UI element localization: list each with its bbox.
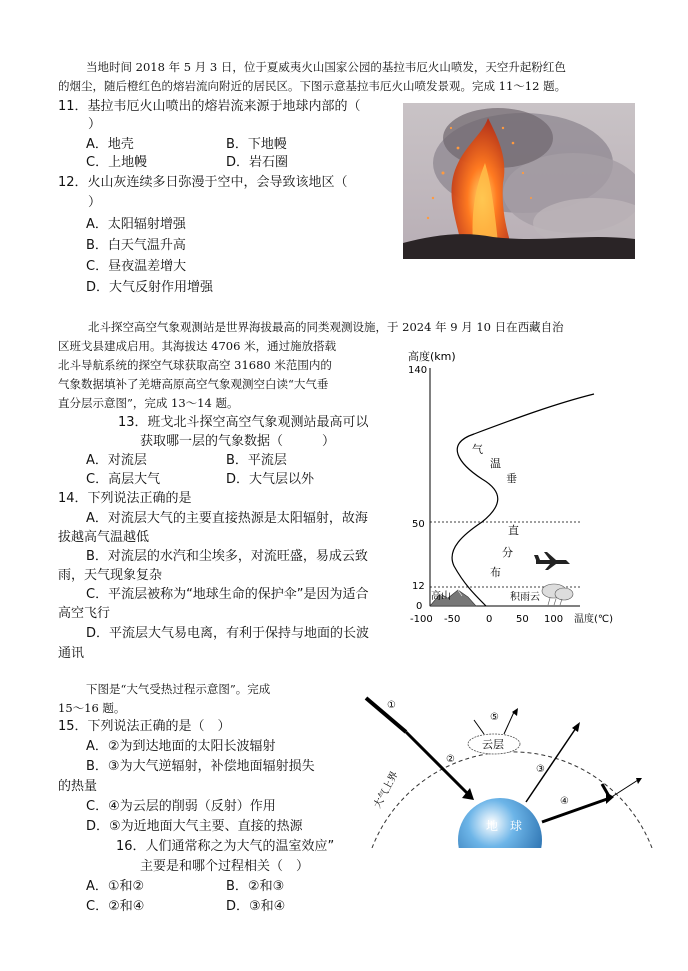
intro-line: 区班戈县建成启用。其海拔达 4706 米，通过施放搭载 <box>58 339 337 353</box>
q13-option-a[interactable]: A．对流层 <box>86 453 147 468</box>
volcano-eruption-photo <box>403 103 635 259</box>
q15-option-b[interactable]: B．③为大气逆辐射，补偿地面辐射损失 <box>86 759 315 774</box>
x-axis-label: 温度(℃) <box>574 614 614 625</box>
q15-option-d[interactable]: D．⑤为近地面大气主要、直接的热源 <box>86 819 303 834</box>
intro-heat-process <box>58 680 270 718</box>
atmosphere-top-label: 大气上界 <box>372 769 401 811</box>
q15-stem: 15．下列说法正确的是（ ） <box>58 719 231 734</box>
q12-option-a[interactable]: A．太阳辐射增强 <box>86 217 186 232</box>
label-3: ③ <box>536 764 545 775</box>
intro-line: 下图是“大气受热过程示意图”。完成 <box>86 682 271 696</box>
y-tick-50: 50 <box>412 519 425 530</box>
y-tick-140: 140 <box>408 365 428 376</box>
atmospheric-heating-diagram <box>362 690 662 848</box>
q11-option-a[interactable]: A．地壳 <box>86 137 134 152</box>
q14-option-b-cont: 雨，天气现象复杂 <box>58 568 163 583</box>
q13-stem-end: 获取哪一层的气象数据（ ） <box>140 434 336 449</box>
q11-option-d[interactable]: D．岩石圈 <box>226 155 289 170</box>
q15-option-b-cont: 的热量 <box>58 779 98 794</box>
q13-option-c[interactable]: C．高层大气 <box>86 472 161 487</box>
q12-stem-end: ） <box>88 195 102 210</box>
label-1: ① <box>387 700 396 711</box>
x-tick-neg50: -50 <box>444 614 461 625</box>
intro-line: 直分层示意图”，完成 13～14 题。 <box>58 396 239 410</box>
label-2: ② <box>446 754 455 765</box>
q11-stem: 11．基拉韦厄火山喷出的熔岩流来源于地球内部的（ <box>58 99 361 114</box>
intro-kilauea <box>58 58 658 96</box>
q14-option-b[interactable]: B．对流层的水汽和尘埃多，对流旺盛，易成云致 <box>86 549 368 564</box>
q14-stem: 14．下列说法正确的是 <box>58 491 192 506</box>
q16-option-c[interactable]: C．②和④ <box>86 899 145 914</box>
q14-option-d-cont: 通讯 <box>58 646 85 661</box>
intro-line: 北斗导航系统的探空气球获取高空 31680 米范围内的 <box>58 358 332 372</box>
y-axis-label: 高度(km) <box>408 350 456 363</box>
intro-line: 气象数据填补了羌塘高原高空气象观测空白读“大气垂 <box>58 377 329 391</box>
q16-option-a[interactable]: A．①和② <box>86 879 145 894</box>
cumulonimbus-cloud-icon <box>542 584 573 605</box>
q15-option-a[interactable]: A．②为到达地面的太阳长波辐射 <box>86 739 276 754</box>
curve-label-char: 直 <box>508 524 519 537</box>
atmosphere-vertical-profile-chart <box>404 344 654 630</box>
q11-option-c[interactable]: C．上地幔 <box>86 155 148 170</box>
q11-stem-end: ） <box>88 117 102 132</box>
q14-option-c[interactable]: C．平流层被称为“地球生命的保护伞”是因为适合 <box>86 587 369 602</box>
temperature-curve <box>452 394 594 606</box>
q12-option-c[interactable]: C．昼夜温差增大 <box>86 259 187 274</box>
q12-stem: 12．火山灰连续多日弥漫于空中，会导致该地区（ <box>58 175 348 190</box>
q13-stem: 13．班戈北斗探空高空气象观测站最高可以 <box>118 415 369 430</box>
curve-label-char: 气 <box>472 443 483 456</box>
q16-option-d[interactable]: D．③和④ <box>226 899 286 914</box>
intro-line: 当地时间 2018 年 5 月 3 日，位于夏威夷火山国家公园的基拉韦厄火山喷发，天空升起粉红色 <box>86 60 566 74</box>
q14-option-a-cont: 拔越高气温越低 <box>58 530 150 545</box>
q14-option-c-cont: 高空飞行 <box>58 606 111 621</box>
y-tick-0: 0 <box>416 601 423 612</box>
q16-option-b[interactable]: B．②和③ <box>226 879 285 894</box>
q12-option-b[interactable]: B．白天气温升高 <box>86 238 186 253</box>
curve-label-char: 垂 <box>506 472 517 485</box>
q11-option-b[interactable]: B．下地幔 <box>226 137 287 152</box>
label-5: ⑤ <box>490 712 499 723</box>
airplane-icon <box>534 552 570 570</box>
curve-label-char: 分 <box>502 546 513 559</box>
q15-option-c[interactable]: C．④为云层的削弱（反射）作用 <box>86 799 276 814</box>
q13-option-b[interactable]: B．平流层 <box>226 453 287 468</box>
y-tick-12: 12 <box>412 581 425 592</box>
earth-label: 地 球 <box>486 819 523 833</box>
cumulonimbus-label: 积雨云 <box>510 592 540 603</box>
q16-stem: 16．人们通常称之为大气的温室效应” <box>116 839 335 854</box>
q16-stem-end: 主要是和哪个过程相关（ ） <box>140 859 310 874</box>
curve-label-char: 温 <box>490 457 501 470</box>
mountain-label: 高山 <box>431 591 451 602</box>
x-tick-100: 100 <box>544 614 564 625</box>
intro-line: 15～16 题。 <box>58 701 126 715</box>
q12-option-d[interactable]: D．大气反射作用增强 <box>86 280 214 295</box>
intro-line: 的烟尘，随后橙红色的熔岩流向附近的居民区。下图示意基拉韦厄火山喷发景观。完成 11～12 题。 <box>58 79 567 93</box>
label-4: ④ <box>560 796 569 807</box>
q13-option-d[interactable]: D．大气层以外 <box>226 472 315 487</box>
x-tick-0: 0 <box>486 614 493 625</box>
curve-label-char: 布 <box>490 566 501 579</box>
q14-option-d[interactable]: D．平流层大气易电离，有利于保持与地面的长波 <box>86 626 370 641</box>
cloud-label: 云层 <box>482 738 504 751</box>
q14-option-a[interactable]: A．对流层大气的主要直接热源是太阳辐射，故海 <box>86 511 368 526</box>
intro-line: 北斗探空高空气象观测站是世界海拔最高的同类观测设施，于 2024 年 9 月 10 日在西藏自治 <box>88 320 564 334</box>
x-tick-50: 50 <box>516 614 529 625</box>
x-tick-neg100: -100 <box>410 614 433 625</box>
